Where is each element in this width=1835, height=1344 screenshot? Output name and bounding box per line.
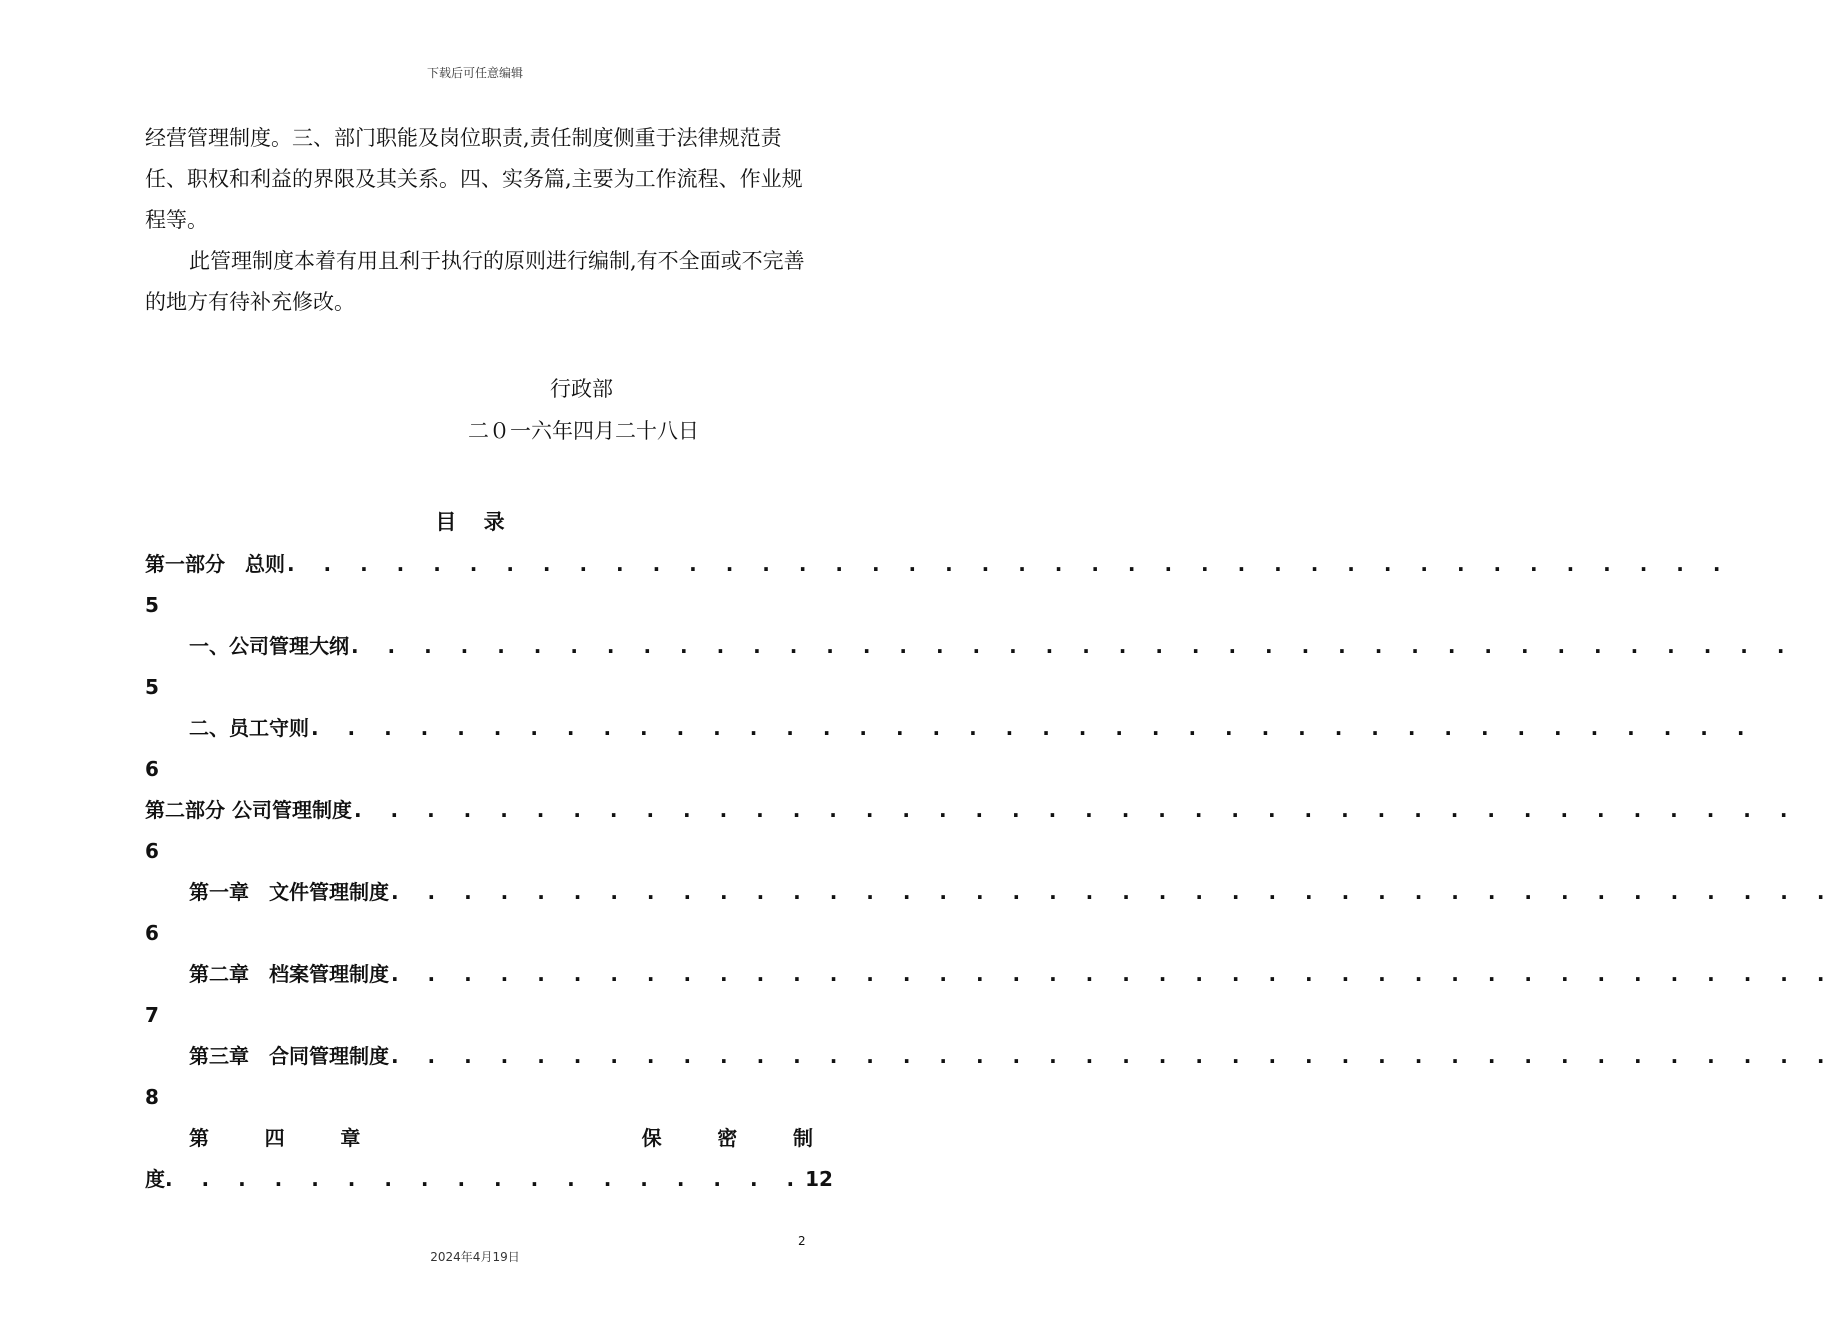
toc-entry-label: 第一部分 总则 <box>145 552 285 576</box>
toc-entry-label: 第一章 文件管理制度 <box>189 880 389 904</box>
toc-entry[interactable] <box>145 954 1835 1036</box>
paragraph-1: 经营管理制度。三、部门职能及岗位职责,责任制度侧重于法律规范责任、职权和利益的界限及其关系。四、实务篇,主要为工作流程、作业规程等。 <box>145 126 803 232</box>
toc-entry-page: 6 <box>145 757 159 781</box>
toc-char: 四 <box>264 1126 285 1150</box>
toc-entry[interactable] <box>145 626 1796 708</box>
toc-entry[interactable] <box>145 1036 1835 1118</box>
toc-entry-page: 7 <box>145 1003 159 1027</box>
toc-char: 制 <box>792 1126 813 1150</box>
toc-leader-dots: . . . . . . . . . . . . . . . . . . . . . . . . . . . . . . . . . . . . . . . . <box>391 962 1835 986</box>
page-footer-date: 2024年4月19日 <box>430 1250 520 1264</box>
toc-entry-label: 二、员工守则 <box>189 716 309 740</box>
table-of-contents <box>145 544 1835 1200</box>
toc-char: 第 <box>189 1126 209 1150</box>
toc-char: 章 <box>340 1126 361 1150</box>
body-text <box>145 118 810 323</box>
toc-entry-page: 8 <box>145 1085 159 1109</box>
toc-entry[interactable] <box>145 544 1732 626</box>
toc-entry-page: 6 <box>145 839 159 863</box>
toc-leader-dots: . . . . . . . . . . . . . . . . . . . . . . . . . . . . . . . . . . . . . . . . <box>391 1044 1835 1068</box>
toc-last-line <box>145 1159 833 1200</box>
toc-leader-dots: . . . . . . . . . . . . . . . . . . . . . . . . . . . . . . . . . . . . . . . . <box>391 880 1835 904</box>
toc-entry-label: 第二章 档案管理制度 <box>189 962 389 986</box>
signature-department: 行政部 <box>550 377 613 401</box>
toc-title: 目 录 <box>435 510 515 534</box>
toc-entry[interactable] <box>145 708 1756 790</box>
toc-char: 度 <box>145 1167 165 1191</box>
paragraph-2: 此管理制度本着有用且利于执行的原则进行编制,有不全面或不完善的地方有待补充修改。 <box>145 249 805 314</box>
toc-char: 密 <box>717 1126 738 1150</box>
toc-entry-last[interactable] <box>145 1118 833 1200</box>
toc-entry-page: 6 <box>145 921 159 945</box>
toc-entry-page: 12 <box>805 1167 833 1191</box>
signature-date: 二０一六年四月二十八日 <box>468 419 699 443</box>
toc-leader-dots: . . . . . . . . . . . . . . . . . . . . . . . . . . . . . . . . . . . . . . . . <box>287 552 1732 576</box>
toc-leader-dots: . . . . . . . . . . . . . . . . . . . . . . . . . . . . . . . . . . . . . . . . <box>353 798 1799 822</box>
toc-leader-dots: . . . . . . . . . . . . . . . . . . . . . . . . . . . . . . . . . . . . . . . . <box>351 634 1796 658</box>
toc-spread-line <box>145 1118 813 1159</box>
toc-entry-page: 5 <box>145 675 159 699</box>
page-number: 2 <box>798 1234 806 1248</box>
toc-leader-dots: . . . . . . . . . . . . . . . . . . . . . . . . . . . . . . . . . . . . . . . . <box>311 716 1756 740</box>
toc-entry-page: 5 <box>145 593 159 617</box>
page-header: 下载后可任意编辑 <box>426 66 523 80</box>
toc-char: 保 <box>641 1126 662 1150</box>
toc-entry-label: 一、公司管理大纲 <box>189 634 349 658</box>
toc-entry-label: 第三章 合同管理制度 <box>189 1044 389 1068</box>
toc-entry[interactable] <box>145 872 1835 954</box>
toc-entry[interactable] <box>145 790 1799 872</box>
toc-entry-label: 第二部分 公司管理制度 <box>145 798 352 822</box>
toc-gap <box>416 1118 586 1159</box>
toc-leader-dots: . . . . . . . . . . . . . . . . . . <box>165 1167 806 1191</box>
